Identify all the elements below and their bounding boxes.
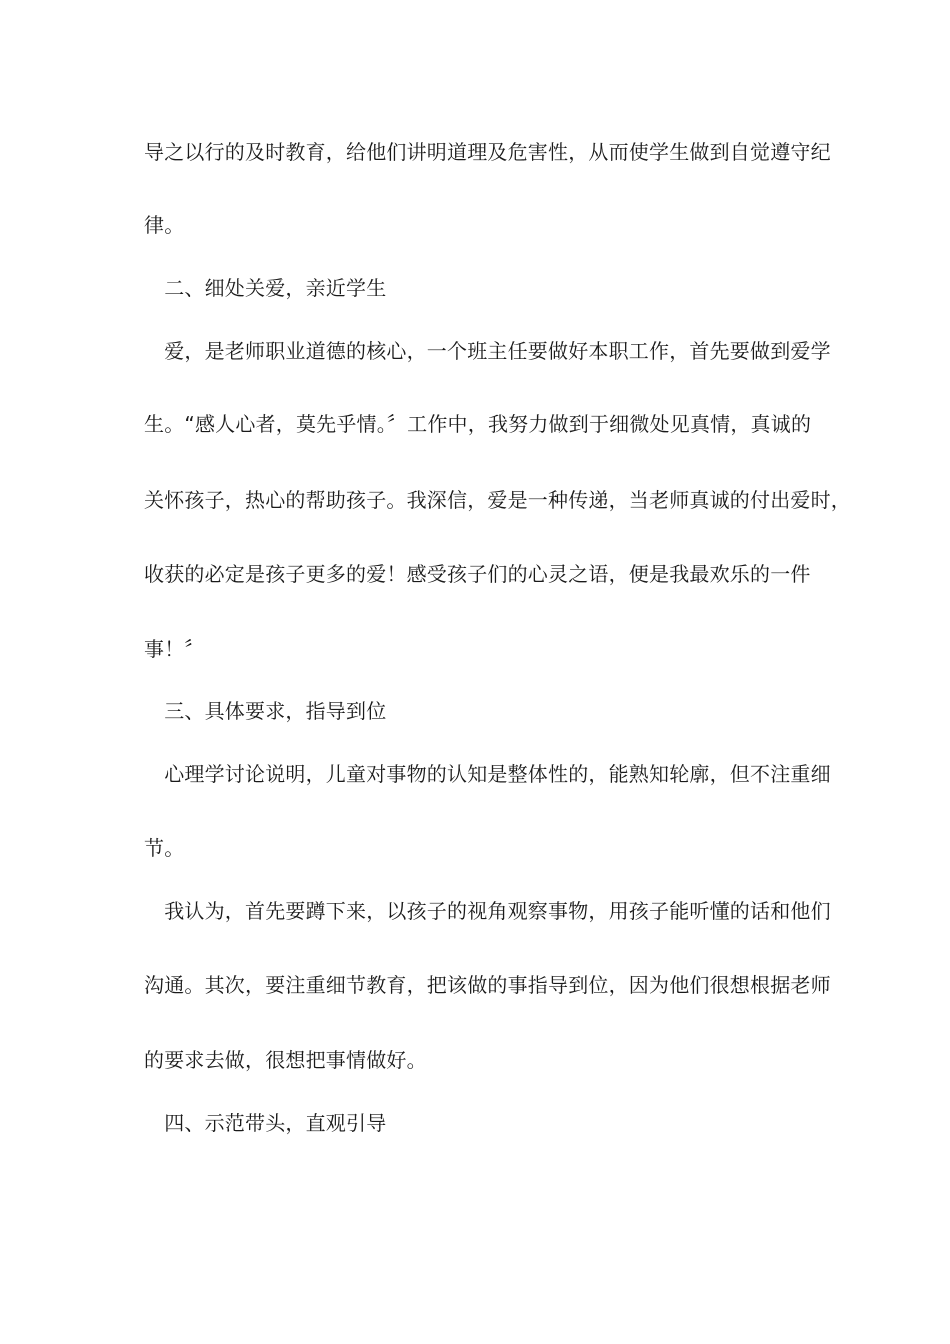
text-line: 事！〞 xyxy=(144,637,205,661)
text-line: 收获的必定是孩子更多的爱！感受孩子们的心灵之语，便是我最欢乐的一件 xyxy=(144,562,811,586)
section-heading: 四、示范带头，直观引导 xyxy=(144,1111,387,1135)
text-line: 爱，是老师职业道德的核心，一个班主任要做好本职工作，首先要做到爱学 xyxy=(144,339,831,363)
section-heading: 二、细处关爱，亲近学生 xyxy=(144,276,387,300)
text-line: 沟通。其次，要注重细节教育，把该做的事指导到位，因为他们很想根据老师 xyxy=(144,973,831,997)
text-line: 心理学讨论说明，儿童对事物的认知是整体性的，能熟知轮廓，但不注重细 xyxy=(144,762,831,786)
text-line: 生。“感人心者，莫先乎情。〞工作中，我努力做到于细微处见真情，真诚的 xyxy=(144,412,812,436)
text-line: 我认为，首先要蹲下来，以孩子的视角观察事物，用孩子能听懂的话和他们 xyxy=(144,899,831,923)
text-line: 节。 xyxy=(144,836,185,860)
text-line: 关怀孩子，热心的帮助孩子。我深信，爱是一种传递，当老师真诚的付出爱时， xyxy=(144,488,851,512)
text-line: 律。 xyxy=(144,213,185,237)
text-line: 导之以行的及时教育，给他们讲明道理及危害性，从而使学生做到自觉遵守纪 xyxy=(144,140,831,164)
text-line: 的要求去做，很想把事情做好。 xyxy=(144,1048,427,1072)
section-heading: 三、具体要求，指导到位 xyxy=(144,699,387,723)
